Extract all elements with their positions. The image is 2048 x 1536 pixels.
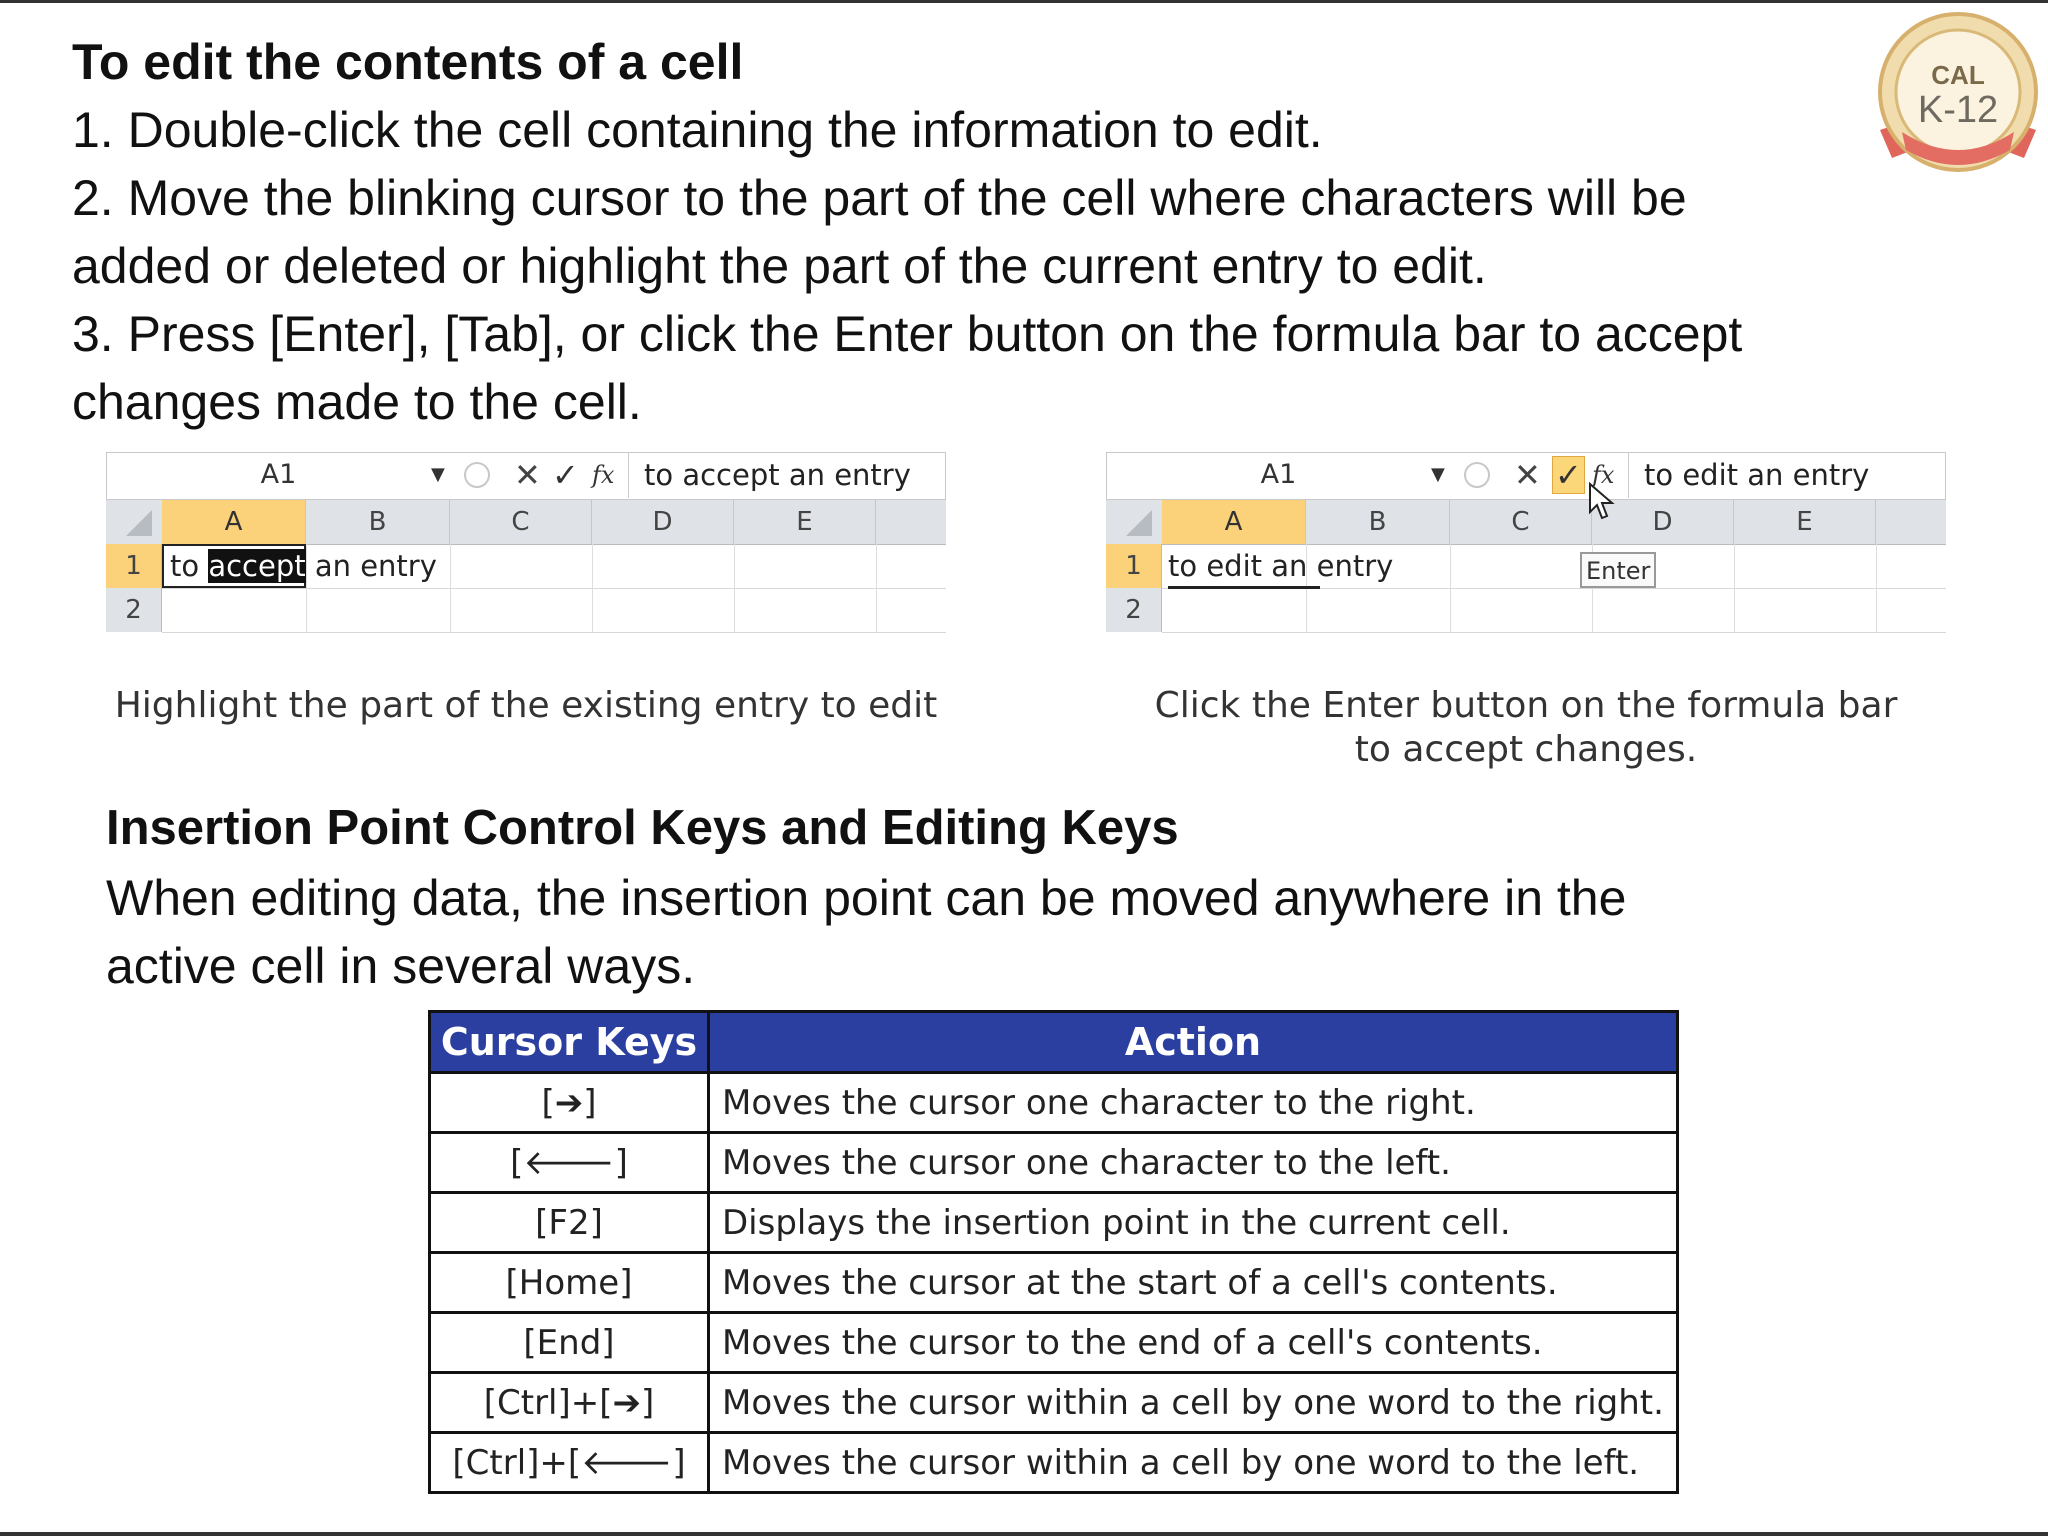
table-row [430, 1133, 1678, 1193]
column-header-b[interactable]: B [1306, 500, 1450, 544]
column-header-d[interactable]: D [1592, 500, 1734, 544]
function-circle-icon [1464, 462, 1490, 488]
row-header-1[interactable]: 1 [1106, 544, 1162, 588]
enter-check-icon[interactable]: ✓ [1552, 456, 1585, 494]
cancel-icon[interactable]: ✕ [514, 456, 541, 494]
step-3: 3. Press [Enter], [Tab], or click the Enter button on the formula bar to accept [72, 306, 1743, 362]
cursor-keys-table [428, 1010, 1679, 1494]
intro-line-2: active cell in several ways. [106, 938, 696, 994]
key-cell: [🡐] [430, 1133, 709, 1193]
key-cell: [Home] [430, 1253, 709, 1313]
row-header-1[interactable]: 1 [106, 544, 162, 588]
step-2-continued: added or deleted or highlight the part of the current entry to edit. [72, 238, 1487, 294]
table-row [430, 1313, 1678, 1373]
action-cell: Displays the insertion point in the current cell. [709, 1193, 1678, 1253]
top-border [0, 0, 2048, 3]
key-cell: [End] [430, 1313, 709, 1373]
table-row [430, 1373, 1678, 1433]
section-heading: To edit the contents of a cell [72, 34, 744, 90]
select-all-corner[interactable] [106, 500, 162, 544]
mouse-pointer-icon [1588, 482, 1618, 522]
step-2: 2. Move the blinking cursor to the part of the cell where characters will be [72, 170, 1687, 226]
spreadsheet-example-accept [106, 452, 946, 648]
key-cell: [Ctrl]+[🡐] [430, 1433, 709, 1493]
action-cell: Moves the cursor at the start of a cell's contents. [709, 1253, 1678, 1313]
key-cell: [Ctrl]+[➔] [430, 1373, 709, 1433]
chevron-down-icon[interactable]: ▼ [431, 464, 445, 485]
header-action: Action [709, 1012, 1678, 1073]
caption-highlight: Highlight the part of the existing entry to edit [114, 685, 938, 726]
column-header-a[interactable]: A [1162, 500, 1306, 544]
selected-text: accept [208, 549, 306, 583]
spreadsheet-example-enter [1106, 452, 1946, 648]
action-cell: Moves the cursor to the end of a cell's contents. [709, 1313, 1678, 1373]
row-header-2[interactable]: 2 [1106, 588, 1162, 632]
key-cell: [F2] [430, 1193, 709, 1253]
action-cell: Moves the cursor within a cell by one word to the right. [709, 1373, 1678, 1433]
step-3-continued: changes made to the cell. [72, 374, 642, 430]
step-1: 1. Double-click the cell containing the information to edit. [72, 102, 1323, 158]
action-cell: Moves the cursor within a cell by one word to the left. [709, 1433, 1678, 1493]
cell-a1-text[interactable]: to edit an entry [1168, 549, 1394, 583]
table-row [430, 1073, 1678, 1133]
table-row [430, 1193, 1678, 1253]
name-box[interactable]: A1 [1260, 459, 1297, 490]
insert-function-icon[interactable]: fx [1592, 461, 1615, 489]
enter-check-icon[interactable]: ✓ [552, 456, 579, 494]
formula-bar-text[interactable]: to accept an entry [644, 458, 911, 492]
column-header-b[interactable]: B [306, 500, 450, 544]
table-header-row [430, 1012, 1678, 1073]
formula-bar-text[interactable]: to edit an entry [1644, 458, 1870, 492]
select-all-corner[interactable] [1106, 500, 1162, 544]
svg-text:K-12: K-12 [1917, 89, 1999, 131]
section-heading-keys: Insertion Point Control Keys and Editing Keys [106, 801, 1179, 855]
action-cell: Moves the cursor one character to the right. [709, 1073, 1678, 1133]
cal-k12-seal-logo [1872, 8, 2044, 184]
chevron-down-icon[interactable]: ▼ [1431, 464, 1445, 485]
insert-function-icon[interactable]: fx [592, 461, 615, 489]
key-cell: [➔] [430, 1073, 709, 1133]
enter-tooltip: Enter [1580, 552, 1656, 588]
table-row [430, 1433, 1678, 1493]
cell-a1-text[interactable]: to accept an entry [170, 549, 437, 583]
caption-enter-line1: Click the Enter button on the formula bar [1154, 685, 1898, 726]
cancel-icon[interactable]: ✕ [1514, 456, 1541, 494]
header-cursor-keys: Cursor Keys [430, 1012, 709, 1073]
column-header-e[interactable]: E [734, 500, 876, 544]
svg-text:CAL: CAL [1931, 60, 1985, 90]
table-row [430, 1253, 1678, 1313]
cell-a1-bottom-border [1168, 586, 1320, 589]
column-header-a[interactable]: A [162, 500, 306, 544]
action-cell: Moves the cursor one character to the left. [709, 1133, 1678, 1193]
caption-enter-line2: to accept changes. [1354, 729, 1698, 770]
column-header-d[interactable]: D [592, 500, 734, 544]
column-header-c[interactable]: C [450, 500, 592, 544]
row-header-2[interactable]: 2 [106, 588, 162, 632]
intro-line-1: When editing data, the insertion point can be moved anywhere in the [106, 870, 1627, 926]
column-header-e[interactable]: E [1734, 500, 1876, 544]
column-header-c[interactable]: C [1450, 500, 1592, 544]
bottom-border [0, 1532, 2048, 1536]
function-circle-icon [464, 462, 490, 488]
name-box[interactable]: A1 [260, 459, 297, 490]
